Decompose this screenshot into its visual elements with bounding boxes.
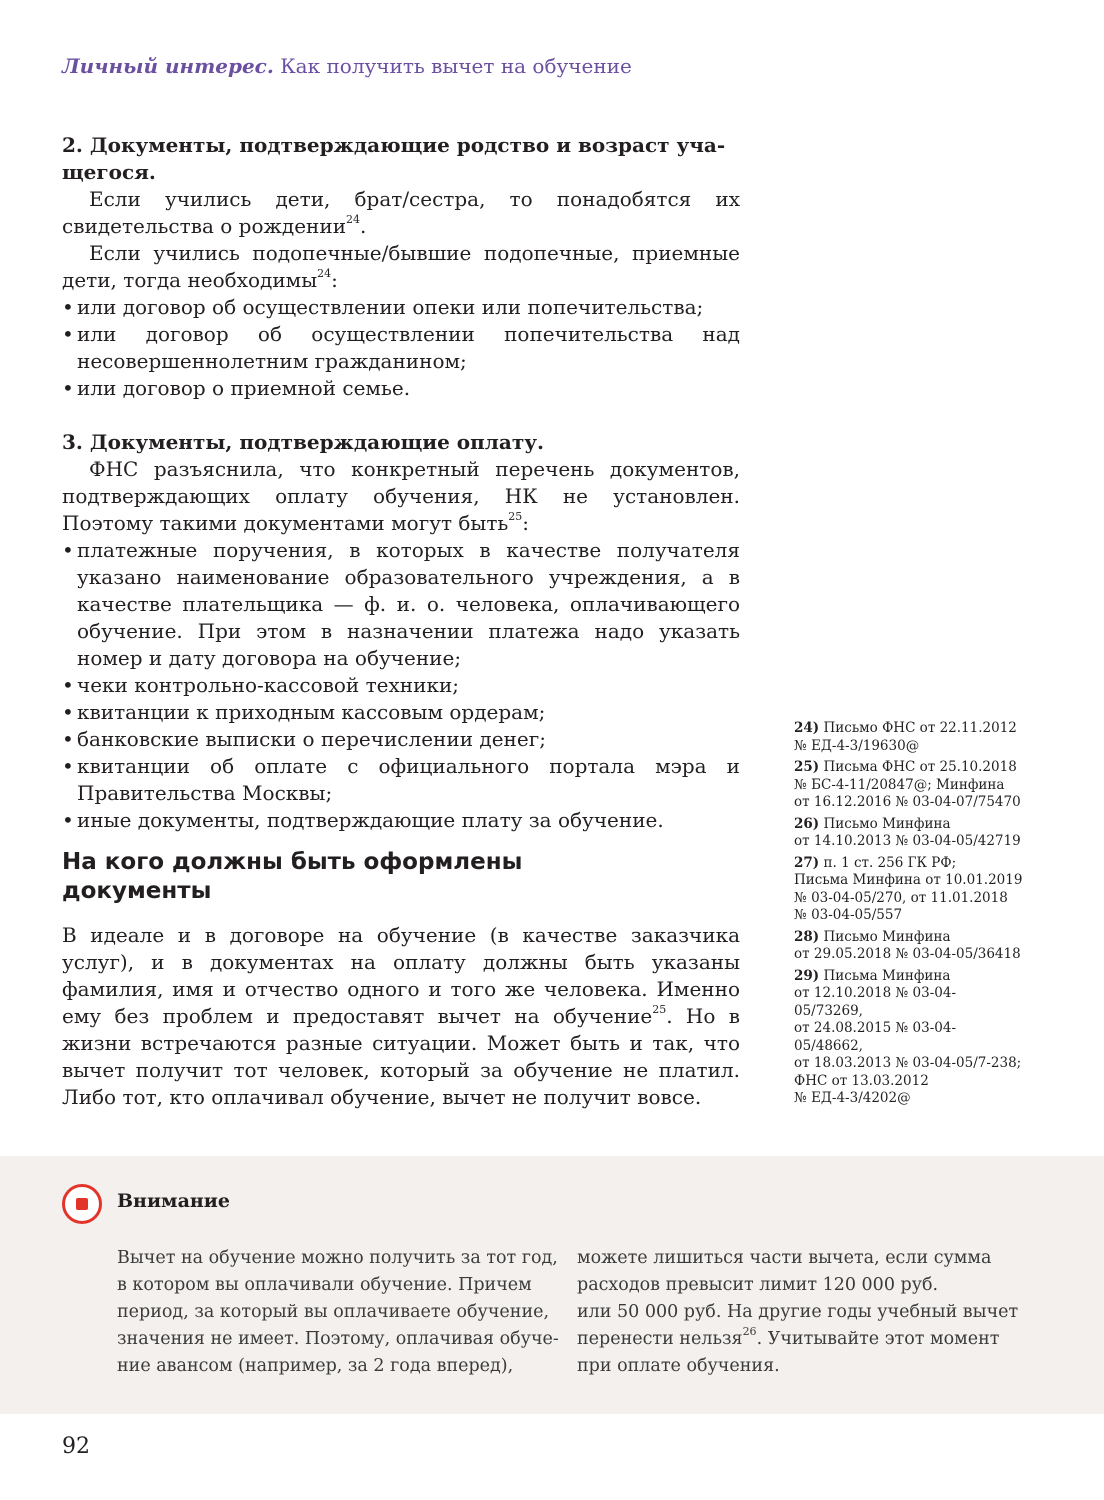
callout-wavy-edge [0, 1151, 1104, 1161]
footnote-28: 28) Письмо Минфина от 29.05.2018 № 03-04-05/36418 [794, 928, 1021, 962]
list-item: • или договор об осуществлении попечительства над несовершеннолетним гражданином; [62, 321, 740, 375]
section-3-paragraph-1: ФНС разъяснила, что конкретный перечень документов, подтверждающих оплату обучения, НК не установлен. Поэтому такими документами могут быть$^{25}$: [62, 457, 740, 535]
list-item: • или договор о приемной семье. [62, 375, 740, 402]
footnote-25: 25) Письма ФНС от 25.10.2018 № БС-4-11/20847@; Минфина от 16.12.2016 № 03-04-07/75470 [794, 759, 1021, 810]
list-item: • или договор об осуществлении опеки или попечительства; [62, 294, 740, 321]
running-head-bold: Личный интерес. [62, 54, 274, 78]
section-3-title: 3. Документы, подтверждающие оплату. [62, 430, 544, 454]
section-4-paragraph: В идеале и в договоре на обучение (в качестве заказчика услуг), и в документах на оплату должны быть указаны фамилия, имя и отчество одного и того же человека. Именно ему без проблем и предоставят вычет на обучение$^{25}$. Но в жизни встречаются разные ситуации. Может быть и так, что вычет получит тот человек, который за обучение не платил. Либо тот, кто оплачивал обучение, вычет не получит вовсе. [62, 923, 740, 1109]
main-column [62, 132, 740, 1111]
section-2-title: 2. Документы, подтверждающие родство и возраст уча- щегося. [62, 133, 726, 184]
footnote-24: 24) Письмо ФНС от 22.11.2012 № ЕД-4-3/19630@ [794, 720, 1017, 754]
attention-callout [0, 1156, 1104, 1414]
list-item: • иные документы, подтверждающие плату за обучение. [62, 807, 740, 834]
running-head-title: Как получить вычет на обучение [280, 54, 632, 78]
section-2-paragraph-1: Если учились дети, брат/сестра, то понадобятся их свидетельства о рождении$^{24}$. [62, 187, 740, 238]
callout-text-right: можете лишиться части вычета, если сумма расходов превысит лимит 120 000 руб. или 50 000 руб. На другие годы учебный вычет перенести нельзя$^{26}$. Учитывайте этот момент при оплате обучения. [577, 1248, 1019, 1376]
footnotes [794, 720, 1024, 1112]
stop-icon [62, 1184, 102, 1224]
section-3-list [62, 537, 740, 834]
section-4-heading: На кого должны быть оформлены документы [62, 849, 523, 904]
running-head [62, 54, 632, 78]
list-item: • банковские выписки о перечислении денег; [62, 726, 740, 753]
page-number: 92 [62, 1434, 90, 1459]
callout-title: Внимание [117, 1190, 230, 1212]
callout-text-left: Вычет на обучение можно получить за тот год, в котором вы оплачивали обучение. Причем период, за который вы оплачиваете обучение, значения не имеет. Поэтому, оплачивая обуче- ние авансом (например, за 2 года вперед), [117, 1248, 559, 1376]
list-item: • квитанции к приходным кассовым ордерам; [62, 699, 740, 726]
footnote-27: 27) п. 1 ст. 256 ГК РФ; Письма Минфина от 10.01.2019 № 03-04-05/270, от 11.01.2018 № 03-04-05/557 [794, 854, 1023, 923]
list-item: • квитанции об оплате с официального портала мэра и Правительства Москвы; [62, 753, 740, 807]
footnote-26: 26) Письмо Минфина от 14.10.2013 № 03-04-05/42719 [794, 815, 1021, 849]
list-item: • платежные поручения, в которых в качестве получателя указано наименование образовательного учреждения, а в качестве плательщика — ф. и. о. человека, оплачивающего обучение. При этом в назначении платежа надо указать номер и дату договора на обучение; [62, 537, 740, 672]
footnote-29: 29) Письма Минфина от 12.10.2018 № 03-04-05/73269, от 24.08.2015 № 03-04-05/48662, от 18.03.2013 № 03-04-05/7-238; ФНС от 13.03.2012 № ЕД-4-3/4202@ [794, 967, 1022, 1106]
section-2-paragraph-2: Если учились подопечные/бывшие подопечные, приемные дети, тогда необходимы$^{24}$: [62, 241, 740, 292]
list-item: • чеки контрольно-кассовой техники; [62, 672, 740, 699]
section-2-list [62, 294, 740, 402]
